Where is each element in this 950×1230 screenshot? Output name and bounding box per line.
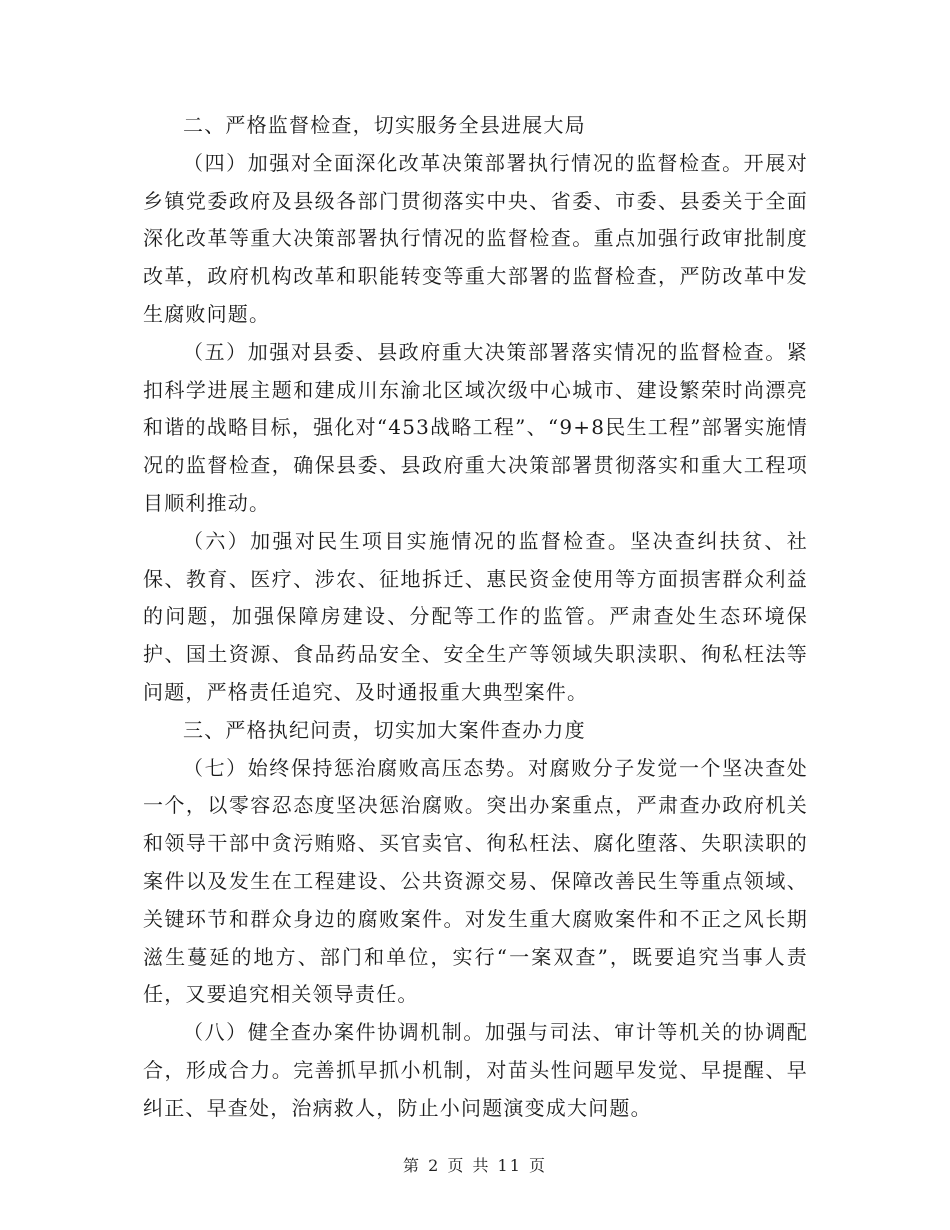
section-heading-2: 二、严格监督检查，切实服务全县进展大局 — [183, 113, 586, 137]
paragraph-item-6: （六）加强对民生项目实施情况的监督检查。坚决查纠扶贫、社保、教育、医疗、涉农、征地拆迁、惠民资金使用等方面损害群众利益的问题，加强保障房建设、分配等工作的监管。严肃查处生态环境保护、国土资源、食品药品安全、安全生产等领域失职渎职、徇私枉法等问题，严格责任追究、及时通报重大典型案件。 — [143, 528, 808, 704]
document-body — [143, 107, 808, 1128]
page-number-footer: 第 2 页 共 11 页 — [403, 1156, 547, 1175]
paragraph-item-8: （八）健全查办案件协调机制。加强与司法、审计等机关的协调配合，形成合力。完善抓早抓小机制，对苗头性问题早发觉、早提醒、早纠正、早查处，治病救人，防止小问题演变成大问题。 — [143, 1020, 808, 1120]
paragraph-item-5: （五）加强对县委、县政府重大决策部署落实情况的监督检查。紧扣科学进展主题和建成川东渝北区域次级中心城市、建设繁荣时尚漂亮和谐的战略目标，强化对“453战略工程”、“9+8民生工程”部署实施情况的监督检查，确保县委、县政府重大决策部署贯彻落实和重大工程项目顺利推动。 — [143, 339, 808, 515]
section-heading-3: 三、严格执纪问责，切实加大案件查办力度 — [183, 717, 586, 742]
paragraph-item-4: （四）加强对全面深化改革决策部署执行情况的监督检查。开展对乡镇党委政府及县级各部门贯彻落实中央、省委、市委、县委关于全面深化改革等重大决策部署执行情况的监督检查。重点加强行政审批制度改革，政府机构改革和职能转变等重大部署的监督检查，严防改革中发生腐败问题。 — [143, 150, 808, 326]
paragraph-item-7: （七）始终保持惩治腐败高压态势。对腐败分子发觉一个坚决查处一个，以零容忍态度坚决惩治腐败。突出办案重点，严肃查办政府机关和领导干部中贪污贿赂、买官卖官、徇私枉法、腐化堕落、失职渎职的案件以及发生在工程建设、公共资源交易、保障改善民生等重点领域、关键环节和群众身边的腐败案件。对发生重大腐败案件和不正之风长期滋生蔓延的地方、部门和单位，实行“一案双查”，既要追究当事人责任，又要追究相关领导责任。 — [143, 755, 808, 1007]
